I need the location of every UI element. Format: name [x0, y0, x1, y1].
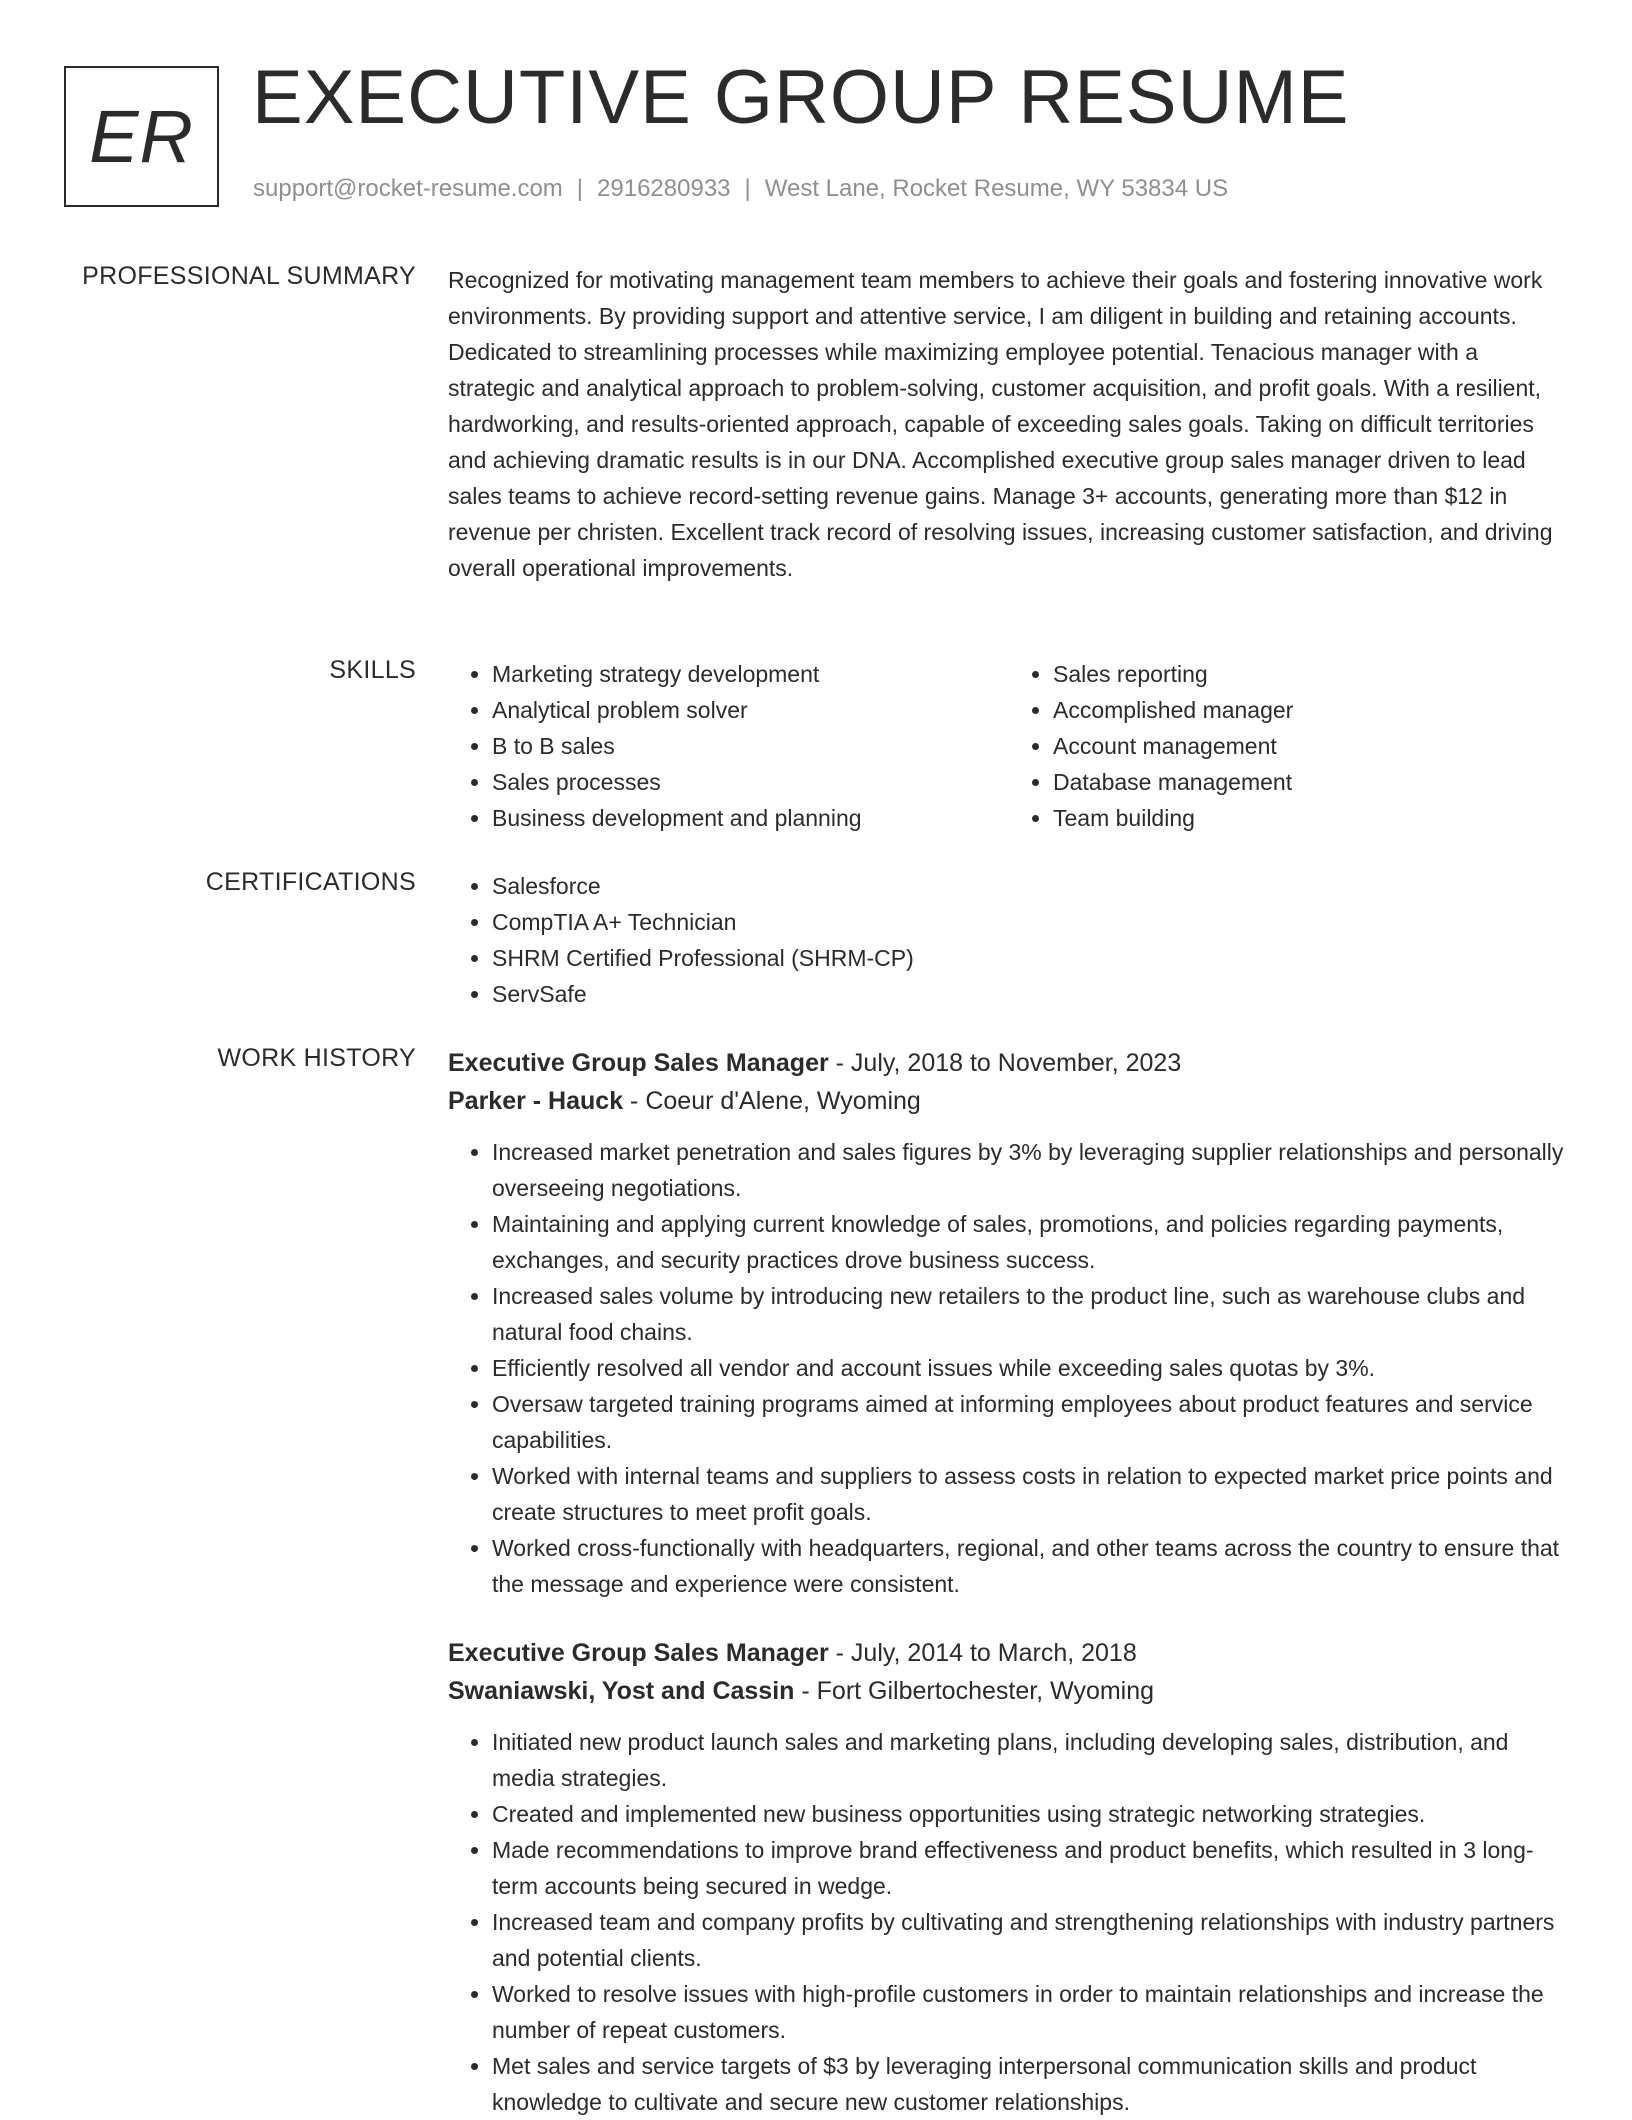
list-item: • Team building — [1053, 800, 1570, 836]
list-item: • Maintaining and applying current knowledge of sales, promotions, and policies regarding payments, exchanges, and security practices drove business success. — [492, 1206, 1570, 1278]
list-item: • Database management — [1053, 764, 1570, 800]
job-title: Executive Group Sales Manager — [448, 1639, 829, 1667]
monogram-text: ER — [89, 95, 194, 178]
monogram-logo — [64, 66, 219, 207]
contact-separator: | — [576, 175, 584, 202]
list-item: • Worked to resolve issues with high-profile customers in order to maintain relationships and increase the number of repeat customers. — [492, 1976, 1570, 2048]
section-label-work-history: WORK HISTORY — [217, 1044, 416, 1072]
list-item: • Accomplished manager — [1053, 692, 1570, 728]
certifications-list — [448, 868, 1570, 1012]
job-company-line — [448, 1672, 1570, 1710]
list-item: • Initiated new product launch sales and marketing plans, including developing sales, distribution, and media strategies. — [492, 1724, 1570, 1796]
list-item: • Sales reporting — [1053, 656, 1570, 692]
summary-body — [448, 262, 1570, 586]
resume-name: EXECUTIVE GROUP RESUME — [252, 55, 1350, 140]
list-item: • Increased sales volume by introducing new retailers to the product line, such as warehouse clubs and natural food chains. — [492, 1278, 1570, 1350]
job-dates: - July, 2014 to March, 2018 — [828, 1639, 1137, 1667]
certifications-body — [448, 868, 1570, 1012]
job-title: Executive Group Sales Manager — [448, 1049, 829, 1077]
list-item: • Account management — [1053, 728, 1570, 764]
skills-body — [448, 656, 1570, 836]
contact-phone: 2916280933 — [597, 175, 731, 202]
work-history-body — [448, 1044, 1570, 2120]
list-item: • CompTIA A+ Technician — [492, 904, 1570, 940]
list-item: • Marketing strategy development — [492, 656, 1009, 692]
list-item: • Sales processes — [492, 764, 1009, 800]
job-entry — [448, 1044, 1570, 1602]
job-bullet-list — [448, 1724, 1570, 2120]
section-label-summary: PROFESSIONAL SUMMARY — [82, 262, 416, 290]
summary-text: Recognized for motivating management team members to achieve their goals and fostering innovative work environments. By providing support and attentive service, I am diligent in building and retaining accounts. Dedicated to streamlining processes while maximizing employee potential. Tenacious manager with a strategic and analytical approach to problem-solving, customer acquisition, and profit goals. With a resilient, hardworking, and results-oriented approach, capable of exceeding sales goals. Taking on difficult territories and achieving dramatic results is in our DNA. Accomplished executive group sales manager driven to lead sales teams to achieve record-setting revenue gains. Manage 3+ accounts, generating more than $12 in revenue per christen. Excellent track record of resolving issues, increasing customer satisfaction, and driving overall operational improvements. — [448, 267, 1553, 581]
list-item: • Oversaw targeted training programs aimed at informing employees about product features and service capabilities. — [492, 1386, 1570, 1458]
list-item: • Efficiently resolved all vendor and account issues while exceeding sales quotas by 3%. — [492, 1350, 1570, 1386]
list-item: • SHRM Certified Professional (SHRM-CP) — [492, 940, 1570, 976]
list-item: • Analytical problem solver — [492, 692, 1009, 728]
job-entry — [448, 1634, 1570, 2120]
contact-address: West Lane, Rocket Resume, WY 53834 US — [764, 175, 1229, 202]
list-item: • Business development and planning — [492, 800, 1009, 836]
list-item: • Increased market penetration and sales figures by 3% by leveraging supplier relationships and personally overseeing negotiations. — [492, 1134, 1570, 1206]
skills-list-left — [448, 656, 1009, 836]
contact-email: support@rocket-resume.com — [253, 175, 563, 202]
list-item: • Met sales and service targets of $3 by leveraging interpersonal communication skills and product knowledge to cultivate and secure new customer relationships. — [492, 2048, 1570, 2120]
job-company: Swaniawski, Yost and Cassin — [448, 1677, 795, 1705]
list-item: • B to B sales — [492, 728, 1009, 764]
job-company-line — [448, 1082, 1570, 1120]
job-location: - Fort Gilbertochester, Wyoming — [794, 1677, 1155, 1705]
contact-separator: | — [744, 175, 751, 202]
section-label-certifications: CERTIFICATIONS — [205, 868, 416, 896]
list-item: • Worked with internal teams and suppliers to assess costs in relation to expected market price points and create structures to meet profit goals. — [492, 1458, 1570, 1530]
list-item: • Worked cross-functionally with headquarters, regional, and other teams across the country to ensure that the message and experience were consistent. — [492, 1530, 1570, 1602]
list-item: • Salesforce — [492, 868, 1570, 904]
skills-list-right — [1009, 656, 1570, 836]
job-company: Parker - Hauck — [448, 1087, 624, 1115]
job-bullet-list — [448, 1134, 1570, 1602]
list-item: • Created and implemented new business opportunities using strategic networking strategies. — [492, 1796, 1570, 1832]
job-title-line — [448, 1044, 1570, 1082]
job-dates: - July, 2018 to November, 2023 — [828, 1049, 1182, 1077]
list-item: • ServSafe — [492, 976, 1570, 1012]
section-label-skills: SKILLS — [329, 656, 416, 684]
job-title-line — [448, 1634, 1570, 1672]
job-location: - Coeur d'Alene, Wyoming — [623, 1087, 921, 1115]
list-item: • Made recommendations to improve brand effectiveness and product benefits, which resulted in 3 long-term accounts being secured in wedge. — [492, 1832, 1570, 1904]
contact-line — [253, 175, 1228, 203]
list-item: • Increased team and company profits by cultivating and strengthening relationships with industry partners and potential clients. — [492, 1904, 1570, 1976]
